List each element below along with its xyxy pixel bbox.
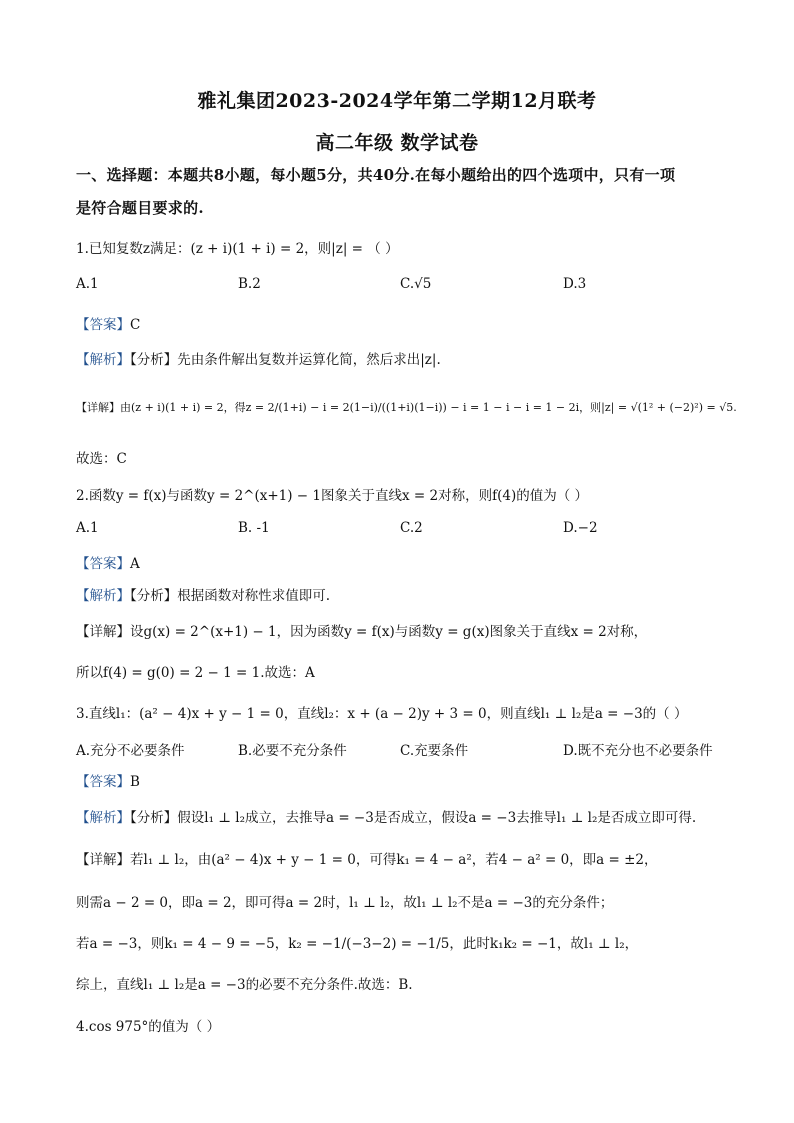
section-heading-line1: 一、选择题：本题共8小题，每小题5分，共40分.在每小题给出的四个选项中，只有一项 <box>76 166 676 184</box>
q2-detail-line <box>76 620 647 640</box>
q2-answer: A <box>130 556 140 572</box>
q1-analysis-line <box>76 348 441 368</box>
q1-option-a: A.1 <box>76 276 99 292</box>
q2-option-d: D.−2 <box>563 520 598 536</box>
q3-answer: B <box>130 774 140 790</box>
q2-detail: 设g(x) = 2^(x+1) − 1，因为函数y = f(x)与函数y = g(x)图象关于直线x = 2对称， <box>130 624 648 640</box>
q3-detail-line <box>76 848 658 868</box>
q2-answer-line <box>76 552 140 572</box>
q3-stem: 3.直线l₁：(a² − 4)x + y − 1 = 0，直线l₂：x + (a − 2)y + 3 = 0，则直线l₁ ⊥ l₂是a = −3的（ ） <box>76 706 688 722</box>
q3-option-b: B.必要不充分条件 <box>238 743 347 759</box>
q3-answer-line <box>76 770 140 790</box>
q2-option-a: A.1 <box>76 520 99 536</box>
q1-detail: 由(z + i)(1 + i) = 2，得z = 2/(1+i) − i = 2(1−i)/((1+i)(1−i)) − i = 1 − i − i = 1 − 2i，则|z| = √(1² + (−2)²) = √5. <box>120 401 737 414</box>
q2-detail-line2: 所以f(4) = g(0) = 2 − 1 = 1.故选：A <box>76 665 315 681</box>
q4-stem: 4.cos 975°的值为（ ） <box>76 1019 221 1035</box>
detail-tag: 【详解】 <box>76 401 120 414</box>
q1-stem: 1.已知复数z满足：(z + i)(1 + i) = 2，则|z| = （ ） <box>76 241 399 257</box>
q2-option-b: B. -1 <box>238 520 270 536</box>
q3-option-a: A.充分不必要条件 <box>76 743 185 759</box>
q1-answer-line <box>76 313 140 333</box>
q2-analysis: 【分析】根据函数对称性求值即可. <box>130 588 331 604</box>
q1-option-c: C.√5 <box>400 276 432 292</box>
q3-detail: 若l₁ ⊥ l₂，由(a² − 4)x + y − 1 = 0，可得k₁ = 4 − a²，若4 − a² = 0，即a = ±2， <box>130 852 658 868</box>
q2-analysis-line <box>76 584 330 604</box>
answer-tag: 【答案】 <box>76 774 130 790</box>
q2-option-c: C.2 <box>400 520 423 536</box>
detail-tag: 【详解】 <box>76 852 130 868</box>
analysis-tag: 【解析】 <box>76 352 130 368</box>
q2-stem: 2.函数y = f(x)与函数y = 2^(x+1) − 1图象关于直线x = 2对称，则f(4)的值为（ ） <box>76 488 589 504</box>
q3-detail-line3: 若a = −3，则k₁ = 4 − 9 = −5，k₂ = −1/(−3−2) = −1/5，此时k₁k₂ = −1，故l₁ ⊥ l₂， <box>76 936 639 952</box>
q1-conclusion: 故选：C <box>76 451 127 467</box>
analysis-tag: 【解析】 <box>76 588 130 604</box>
q1-option-d: D.3 <box>563 276 587 292</box>
detail-tag: 【详解】 <box>76 624 130 640</box>
q1-detail-line <box>76 399 737 415</box>
q3-analysis: 【分析】假设l₁ ⊥ l₂成立，去推导a = −3是否成立，假设a = −3去推导l₁ ⊥ l₂是否成立即可得. <box>130 810 697 826</box>
q1-answer: C <box>130 317 141 333</box>
q3-detail-line4: 综上，直线l₁ ⊥ l₂是a = −3的必要不充分条件.故选：B. <box>76 977 413 993</box>
section-heading-line2: 是符合题目要求的. <box>76 199 204 217</box>
exam-title: 雅礼集团2023-2024学年第二学期12月联考 <box>197 90 597 112</box>
exam-subtitle: 高二年级 数学试卷 <box>315 132 479 154</box>
analysis-tag: 【解析】 <box>76 810 130 826</box>
q1-option-b: B.2 <box>238 276 261 292</box>
q3-detail-line2: 则需a − 2 = 0，即a = 2，即可得a = 2时，l₁ ⊥ l₂，故l₁ ⊥ l₂不是a = −3的充分条件； <box>76 895 614 911</box>
answer-tag: 【答案】 <box>76 556 130 572</box>
q3-option-c: C.充要条件 <box>400 743 469 759</box>
q3-analysis-line <box>76 806 696 826</box>
q1-analysis: 【分析】先由条件解出复数并运算化简，然后求出|z|. <box>130 352 441 368</box>
q3-option-d: D.既不充分也不必要条件 <box>563 743 713 759</box>
answer-tag: 【答案】 <box>76 317 130 333</box>
